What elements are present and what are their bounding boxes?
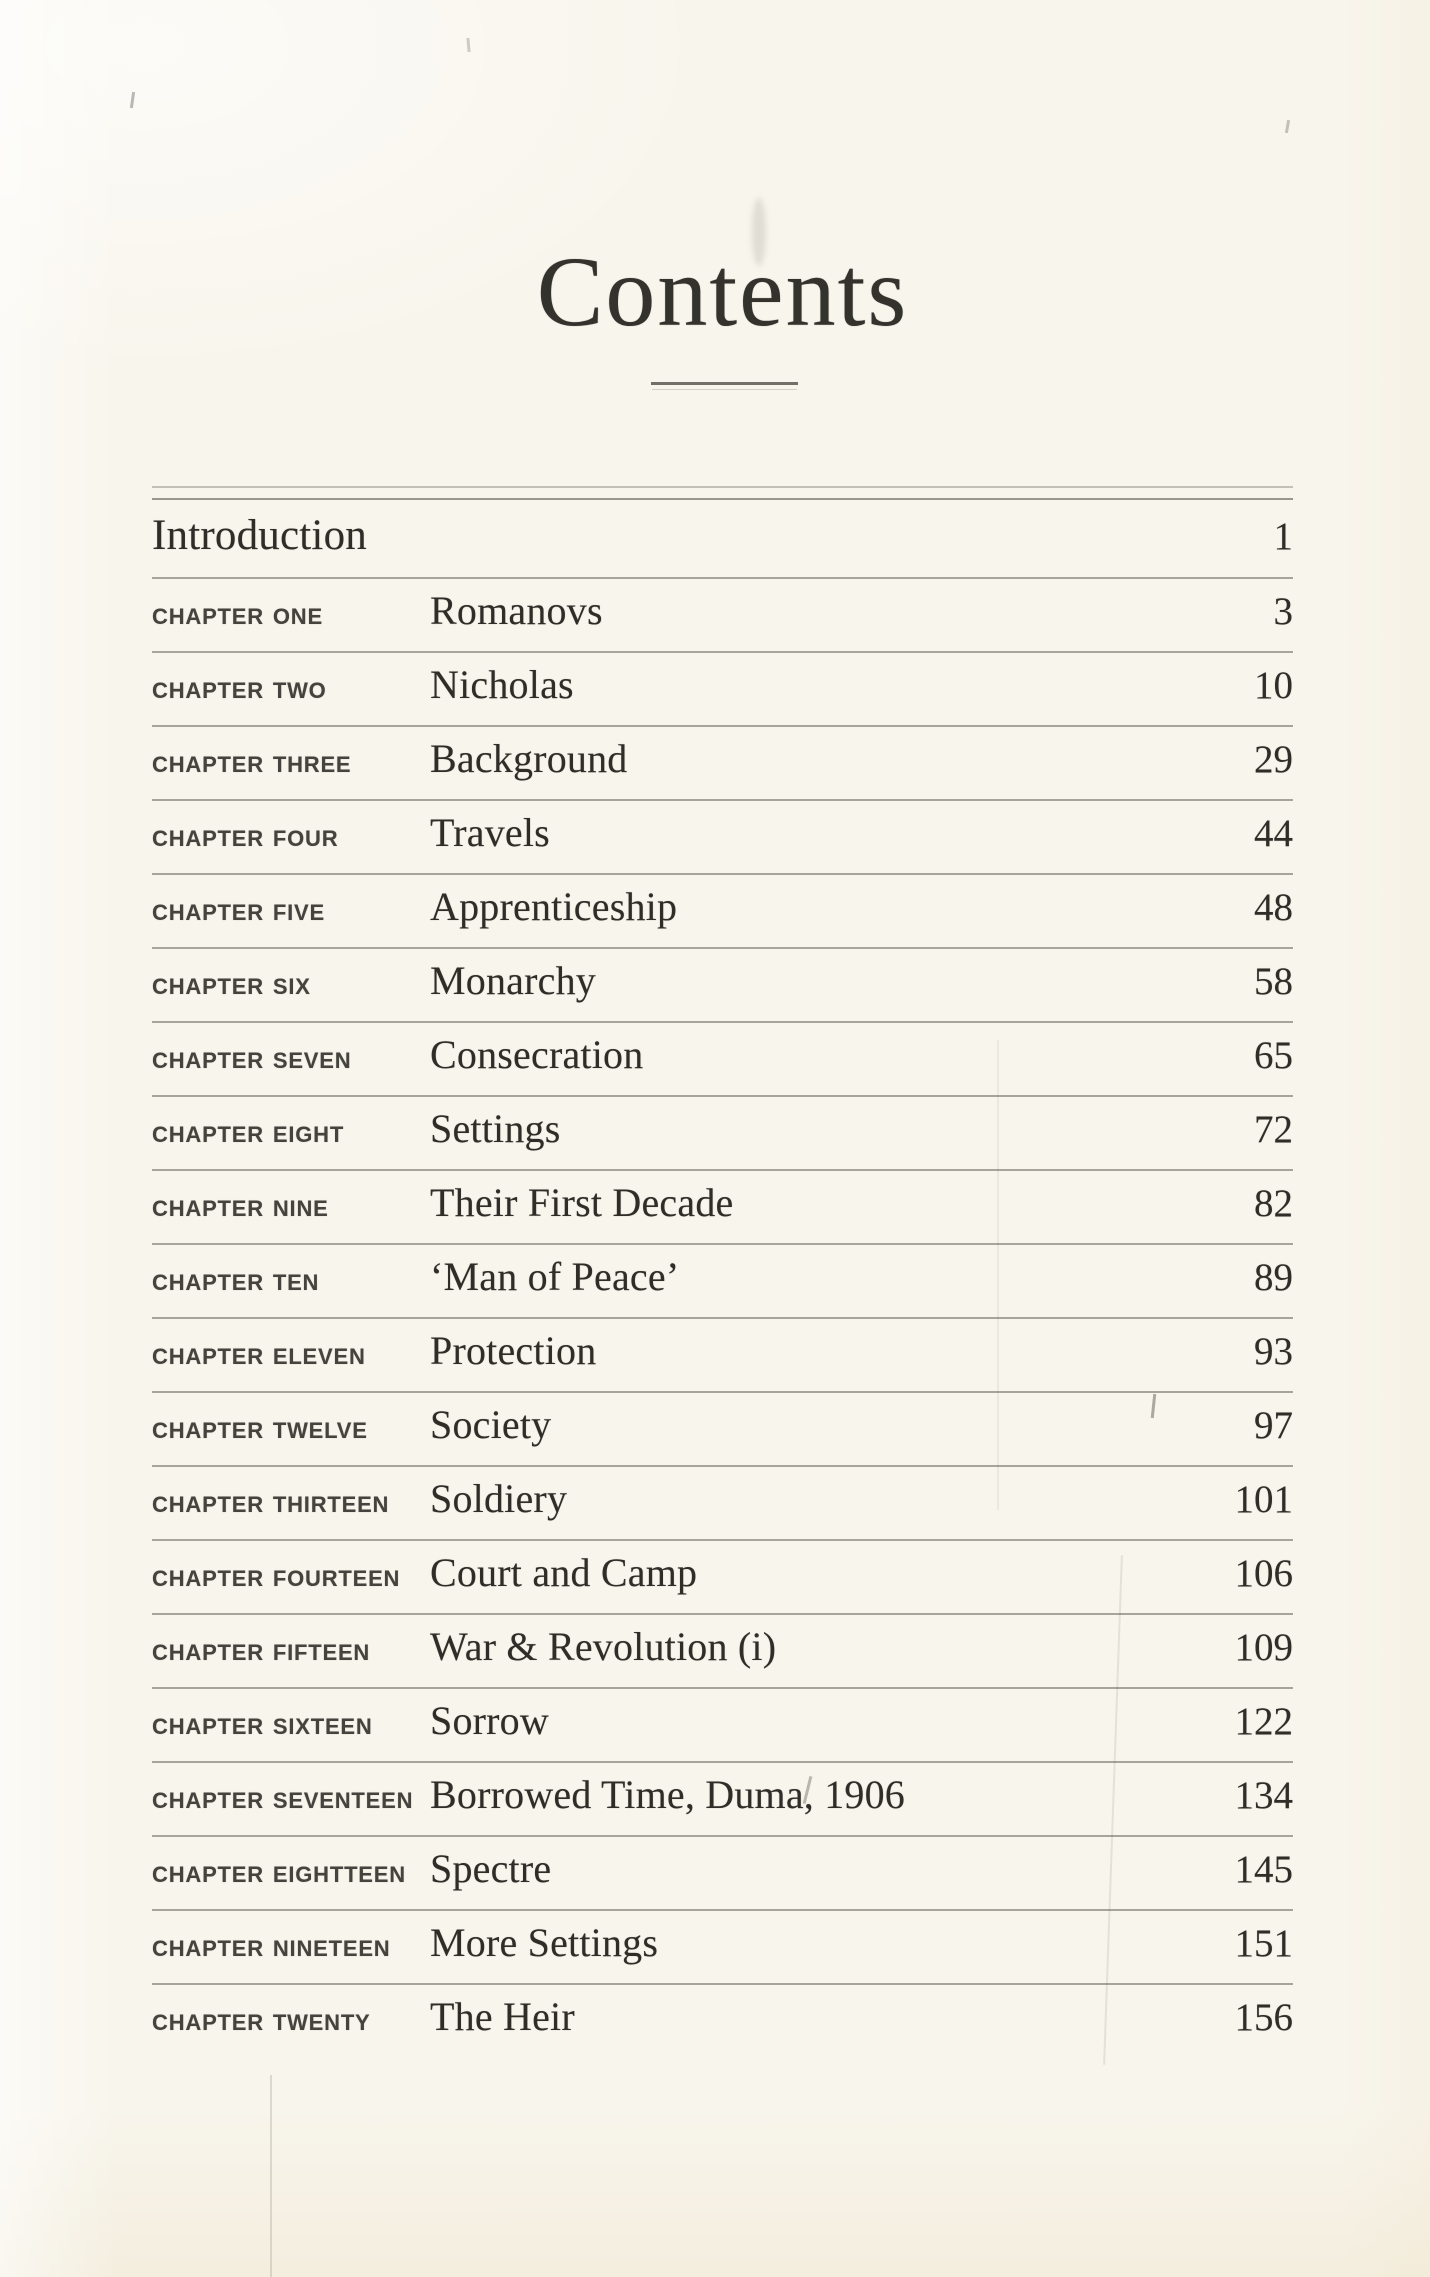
toc-entry-title: Court and Camp <box>430 1550 698 1595</box>
toc-row <box>152 1245 1293 1319</box>
toc-entry-page-number: 44 <box>1254 812 1293 855</box>
toc-entry-title: Monarchy <box>430 958 596 1003</box>
toc-entry-page-number: 1 <box>1273 515 1293 558</box>
toc-row <box>152 1171 1293 1245</box>
toc-table <box>152 486 1293 2059</box>
scan-speck <box>466 38 470 52</box>
chapter-label: CHAPTER TWO <box>152 678 327 703</box>
toc-entry-title: Settings <box>430 1106 561 1151</box>
toc-row <box>152 1467 1293 1541</box>
toc-entry-page-number: 156 <box>1234 1996 1293 2039</box>
toc-row <box>152 1911 1293 1985</box>
toc-entry-page-number: 109 <box>1234 1626 1293 1669</box>
toc-row <box>152 1689 1293 1763</box>
toc-row <box>152 1023 1293 1097</box>
chapter-label: CHAPTER SEVEN <box>152 1048 352 1073</box>
toc-row <box>152 875 1293 949</box>
toc-entry-page-number: 58 <box>1254 960 1293 1003</box>
title-divider-rule <box>651 382 798 385</box>
toc-entry-title: Consecration <box>430 1032 644 1077</box>
toc-entry-title: More Settings <box>430 1920 659 1965</box>
toc-entry-title: Society <box>430 1402 552 1447</box>
toc-entry-title: Apprenticeship <box>430 884 678 929</box>
toc-entry-page-number: 72 <box>1254 1108 1293 1151</box>
toc-entry-title: Introduction <box>152 512 367 559</box>
chapter-label: CHAPTER SEVENTEEN <box>152 1788 414 1813</box>
page-title: Contents <box>536 236 909 347</box>
chapter-label: CHAPTER FOUR <box>152 826 339 851</box>
toc-entry-page-number: 82 <box>1254 1182 1293 1225</box>
toc-entry-page-number: 97 <box>1254 1404 1293 1447</box>
toc-row <box>152 1319 1293 1393</box>
chapter-label: CHAPTER EIGHTTEEN <box>152 1862 406 1887</box>
toc-row <box>152 1097 1293 1171</box>
chapter-label: CHAPTER ONE <box>152 604 323 629</box>
toc-row <box>152 1541 1293 1615</box>
scan-speck <box>1285 120 1290 133</box>
chapter-label: CHAPTER TWELVE <box>152 1418 368 1443</box>
toc-entry-title: Sorrow <box>430 1698 549 1743</box>
toc-entry-title: ‘Man of Peace’ <box>430 1254 680 1299</box>
toc-row-introduction <box>152 500 1293 579</box>
toc-entry-page-number: 65 <box>1254 1034 1293 1077</box>
toc-row <box>152 1615 1293 1689</box>
toc-entry-page-number: 89 <box>1254 1256 1293 1299</box>
toc-top-border-gap <box>152 488 1293 498</box>
chapter-label: CHAPTER FIVE <box>152 900 325 925</box>
toc-entry-title: Background <box>430 736 628 781</box>
toc-row <box>152 579 1293 653</box>
chapter-label: CHAPTER TEN <box>152 1270 320 1295</box>
chapter-label: CHAPTER TWENTY <box>152 2010 371 2035</box>
toc-entry-title: Soldiery <box>430 1476 568 1521</box>
toc-entry-page-number: 134 <box>1234 1774 1293 1817</box>
toc-entry-page-number: 122 <box>1234 1700 1293 1743</box>
chapter-label: CHAPTER NINETEEN <box>152 1936 391 1961</box>
toc-entry-title: Spectre <box>430 1846 552 1891</box>
chapter-label: CHAPTER THREE <box>152 752 352 777</box>
toc-entry-title: The Heir <box>430 1994 575 2039</box>
toc-entry-title: Protection <box>430 1328 597 1373</box>
toc-entry-page-number: 10 <box>1254 664 1293 707</box>
toc-entry-page-number: 48 <box>1254 886 1293 929</box>
toc-entry-page-number: 151 <box>1234 1922 1293 1965</box>
toc-row <box>152 1763 1293 1837</box>
chapter-label: CHAPTER NINE <box>152 1196 329 1221</box>
chapter-label: CHAPTER FOURTEEN <box>152 1566 401 1591</box>
chapter-label: CHAPTER EIGHT <box>152 1122 345 1147</box>
toc-entry-page-number: 29 <box>1254 738 1293 781</box>
toc-entry-page-number: 93 <box>1254 1330 1293 1373</box>
toc-entry-title: Borrowed Time, Duma, 1906 <box>430 1772 905 1817</box>
toc-entry-title: Nicholas <box>430 662 574 707</box>
toc-row <box>152 1985 1293 2059</box>
toc-row <box>152 727 1293 801</box>
toc-entry-title: War & Revolution (i) <box>430 1624 777 1669</box>
paper-crease <box>270 2075 272 2277</box>
toc-entry-title: Travels <box>430 810 550 855</box>
toc-rows <box>152 500 1293 2059</box>
toc-row <box>152 949 1293 1023</box>
toc-row <box>152 1837 1293 1911</box>
toc-row <box>152 653 1293 727</box>
chapter-label: CHAPTER FIFTEEN <box>152 1640 371 1665</box>
toc-entry-title: Their First Decade <box>430 1180 734 1225</box>
chapter-label: CHAPTER SIXTEEN <box>152 1714 373 1739</box>
chapter-label: CHAPTER THIRTEEN <box>152 1492 390 1517</box>
chapter-label: CHAPTER ELEVEN <box>152 1344 366 1369</box>
scan-speck <box>130 92 135 108</box>
toc-entry-page-number: 3 <box>1273 590 1293 633</box>
toc-row <box>152 801 1293 875</box>
chapter-label: CHAPTER SIX <box>152 974 311 999</box>
toc-entry-title: Romanovs <box>430 588 603 633</box>
toc-entry-page-number: 145 <box>1234 1848 1293 1891</box>
toc-entry-page-number: 106 <box>1234 1552 1293 1595</box>
toc-row <box>152 1393 1293 1467</box>
toc-entry-page-number: 101 <box>1234 1478 1293 1521</box>
